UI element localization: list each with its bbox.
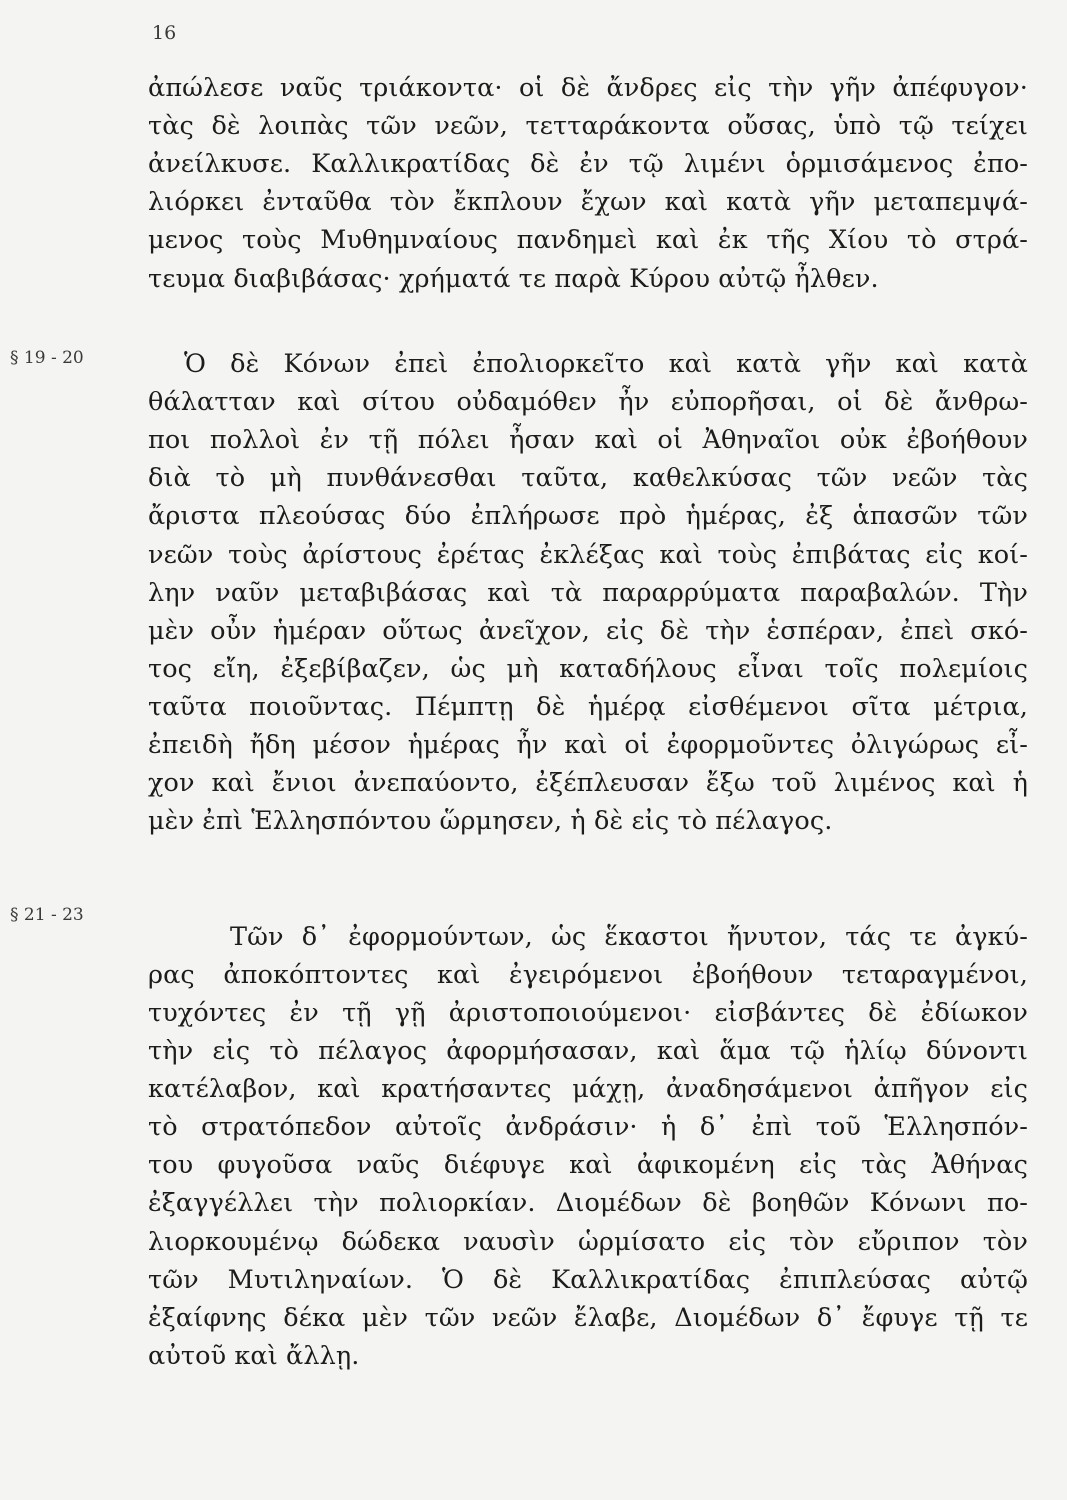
text-line: ἐπειδὴ ἤδη μέσον ἡμέρας ἦν καὶ οἱ ἐφορμοῦντες ὀλιγώρως εἶ-	[148, 730, 1028, 760]
text-line: κατέλαβον, καὶ κρατήσαντες μάχῃ, ἀναδησάμενοι ἀπῆγον εἰς	[148, 1074, 1028, 1104]
text-line: τὰς δὲ λοιπὰς τῶν νεῶν, τετταράκοντα οὔσας, ὑπὸ τῷ τείχει	[148, 111, 1028, 141]
text-line: μενος τοὺς Μυθημναίους πανδημεὶ καὶ ἐκ τῆς Χίου τὸ στρά-	[148, 225, 1028, 255]
text-line: χον καὶ ἔνιοι ἀνεπαύοντο, ἐξέπλευσαν ἔξω τοῦ λιμένος καὶ ἡ	[148, 768, 1028, 798]
text-line: τὸ στρατόπεδον αὐτοῖς ἀνδράσιν· ἡ δ᾽ ἐπὶ τοῦ Ἑλλησπόν-	[148, 1112, 1028, 1142]
text-line: τυχόντες ἐν τῇ γῇ ἀριστοποιούμενοι· εἰσβάντες δὲ ἐδίωκον	[148, 998, 1028, 1028]
text-line: ταῦτα ποιοῦντας. Πέμπτῃ δὲ ἡμέρᾳ εἰσθέμενοι σῖτα μέτρια,	[148, 692, 1028, 722]
text-line: λιόρκει ἐνταῦθα τὸν ἔκπλουν ἔχων καὶ κατὰ γῆν μεταπεμψά-	[148, 187, 1028, 217]
text-line: ἀπώλεσε ναῦς τριάκοντα· οἱ δὲ ἄνδρες εἰς τὴν γῆν ἀπέφυγον·	[148, 73, 1028, 103]
text-line: λιορκουμένῳ δώδεκα ναυσὶν ὡρμίσατο εἰς τὸν εὔριπον τὸν	[148, 1227, 1028, 1257]
text-line: αὐτοῦ καὶ ἄλλῃ.	[148, 1341, 360, 1371]
text-line: θάλατταν καὶ σίτου οὐδαμόθεν ἦν εὐπορῆσαι, οἱ δὲ ἄνθρω-	[148, 387, 1028, 417]
text-line: τὴν εἰς τὸ πέλαγος ἀφορμήσασαν, καὶ ἅμα τῷ ἡλίῳ δύνοντι	[148, 1036, 1028, 1066]
text-line: τευμα διαβιβάσας· χρήματά τε παρὰ Κύρου αὐτῷ ἦλθεν.	[148, 264, 879, 294]
text-line: ἀνείλκυσε. Καλλικρατίδας δὲ ἐν τῷ λιμένι ὁρμισάμενος ἐπο-	[148, 149, 1028, 179]
section-ref-19-20: § 19 - 20	[10, 348, 84, 368]
text-line: τος εἴη, ἐξεβίβαζεν, ὡς μὴ καταδήλους εἶναι τοῖς πολεμίοις	[148, 654, 1028, 684]
text-line: μὲν ἐπὶ Ἑλλησπόντου ὥρμησεν, ἡ δὲ εἰς τὸ πέλαγος.	[148, 806, 833, 836]
text-line: ποι πολλοὶ ἐν τῇ πόλει ἦσαν καὶ οἱ Ἀθηναῖοι οὐκ ἐβοήθουν	[148, 425, 1028, 455]
text-line: διὰ τὸ μὴ πυνθάνεσθαι ταῦτα, καθελκύσας τῶν νεῶν τὰς	[148, 463, 1028, 493]
text-line: ἐξαγγέλλει τὴν πολιορκίαν. Διομέδων δὲ βοηθῶν Κόνωνι πο-	[148, 1188, 1028, 1218]
text-line: ρας ἀποκόπτοντες καὶ ἐγειρόμενοι ἐβοήθουν τεταραγμένοι,	[148, 960, 1028, 990]
text-line: ἐξαίφνης δέκα μὲν τῶν νεῶν ἔλαβε, Διομέδων δ᾽ ἔφυγε τῇ τε	[148, 1303, 1028, 1333]
section-ref-21-23: § 21 - 23	[10, 905, 84, 925]
text-line: του φυγοῦσα ναῦς διέφυγε καὶ ἀφικομένη εἰς τὰς Ἀθήνας	[148, 1150, 1028, 1180]
text-line: Ὁ δὲ Κόνων ἐπεὶ ἐπολιορκεῖτο καὶ κατὰ γῆν καὶ κατὰ	[184, 349, 1028, 379]
text-line: ἄριστα πλεούσας δύο ἐπλήρωσε πρὸ ἡμέρας, ἐξ ἁπασῶν τῶν	[148, 501, 1028, 531]
text-line: τῶν Μυτιληναίων. Ὁ δὲ Καλλικρατίδας ἐπιπλεύσας αὐτῷ	[148, 1265, 1028, 1295]
text-line: νεῶν τοὺς ἀρίστους ἐρέτας ἐκλέξας καὶ τοὺς ἐπιβάτας εἰς κοί-	[148, 540, 1028, 570]
text-line: λην ναῦν μεταβιβάσας καὶ τὰ παραρρύματα παραβαλών. Τὴν	[148, 578, 1028, 608]
text-line: μὲν οὖν ἡμέραν οὕτως ἀνεῖχον, εἰς δὲ τὴν ἑσπέραν, ἐπεὶ σκό-	[148, 616, 1028, 646]
text-line: Τῶν δ᾽ ἐφορμούντων, ὡς ἕκαστοι ἤνυτον, τάς τε ἀγκύ-	[230, 922, 1028, 952]
page-number: 16	[152, 22, 177, 44]
